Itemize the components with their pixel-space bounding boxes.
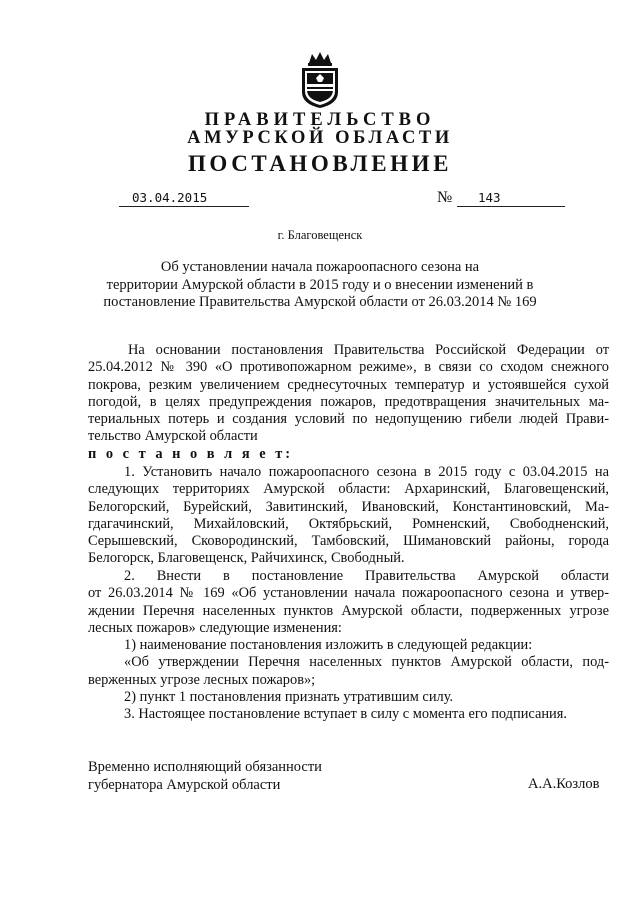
item2-line: ждении Перечня населенных пунктов Амурской области, подверженных угрозе xyxy=(88,602,609,619)
item1-line: следующих территориях Амурской области: Архаринский, Благовещенский, xyxy=(88,481,609,498)
signature-position-line: Временно исполняющий обязанности xyxy=(88,759,322,775)
signature-position xyxy=(88,758,322,794)
item2-subitem-2: 2) пункт 1 постановления признать утратившим силу. xyxy=(124,689,454,706)
item2-subitem-1: 1) наименование постановления изложить в следующей редакции: xyxy=(124,637,533,654)
title-line: территории Амурской области в 2015 году и о внесении изменений в xyxy=(106,276,534,293)
coat-of-arms-icon xyxy=(296,50,344,110)
item-2 xyxy=(88,568,609,724)
city: г. Благовещенск xyxy=(277,228,363,242)
preamble-line: покрова, резким увеличением среднесуточных температур и устоявшейся сухой xyxy=(88,376,609,393)
signature-position-line: губернатора Амурской области xyxy=(88,777,281,793)
org-name-line2: АМУРСКОЙ ОБЛАСТИ xyxy=(187,128,453,148)
preamble-line: погодой, в целях предупреждения пожаров, предотвращения значительных ма- xyxy=(88,393,609,410)
item2-quote-line: верженных угрозе лесных пожаров»; xyxy=(88,671,316,688)
item1-line: Белогорский, Бурейский, Завитинский, Ивановский, Константиновский, Ма- xyxy=(88,498,609,515)
resolves-text: п о с т а н о в л я е т: xyxy=(88,446,294,462)
item-1 xyxy=(88,464,609,568)
document-title xyxy=(90,259,550,312)
item1-line: Белогорск, Благовещенск, Райчихинск, Свободный. xyxy=(88,550,405,567)
item-3: 3. Настоящее постановление вступает в силу с момента его подписания. xyxy=(124,706,567,723)
item1-line: гдагачинский, Михайловский, Октябрьский, Ромненский, Свободненский, xyxy=(88,515,609,532)
preamble-line: териальных потерь и создания условий по недопущению гибели людей Прави- xyxy=(88,411,609,428)
resolves xyxy=(88,446,609,463)
item1-line: Серышевский, Сковородинский, Тамбовский, Шимановский районы, города xyxy=(88,533,609,550)
preamble-line: 25.04.2012 № 390 «О противопожарном режиме», в связи со сходом снежного xyxy=(88,359,609,376)
title-line: Об установлении начала пожароопасного сезона на xyxy=(160,259,480,275)
item2-quote-line: «Об утверждении Перечня населенных пунктов Амурской области, под- xyxy=(124,654,609,671)
item2-line: лесных пожаров» следующие изменения: xyxy=(88,619,342,636)
item2-line: от 26.03.2014 № 169 «Об установлении начала пожароопасного сезона и утвер- xyxy=(88,585,609,602)
document-number: 143 xyxy=(457,190,565,207)
document-date: 03.04.2015 xyxy=(119,190,249,207)
item2-line: 2. Внести в постановление Правительства Амурской области xyxy=(124,568,609,584)
preamble xyxy=(88,342,609,446)
document-type: ПОСТАНОВЛЕНИЕ xyxy=(187,151,453,176)
signatory-name: А.А.Козлов xyxy=(528,776,600,792)
number-label: № xyxy=(437,189,453,206)
org-name-line1: ПРАВИТЕЛЬСТВО xyxy=(204,110,436,130)
preamble-line: тельство Амурской области xyxy=(88,428,258,445)
preamble-line: На основании постановления Правительства Российской Федерации от xyxy=(128,342,609,358)
item1-line: 1. Установить начало пожароопасного сезона в 2015 году с 03.04.2015 на xyxy=(124,464,609,480)
title-line: постановление Правительства Амурской области от 26.03.2014 № 169 xyxy=(103,294,537,310)
